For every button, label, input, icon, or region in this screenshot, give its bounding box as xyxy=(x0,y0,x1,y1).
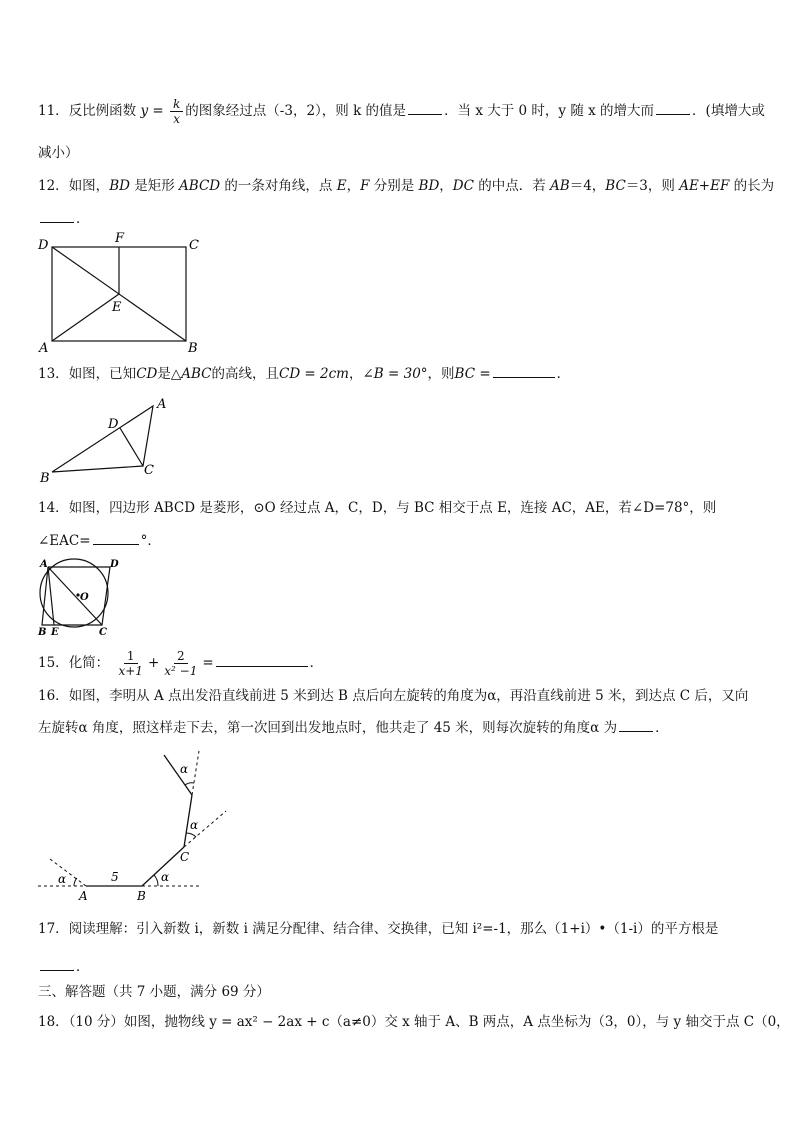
fraction-1 xyxy=(115,649,145,678)
section-title: 三、解答题（共 7 小题，满分 69 分） xyxy=(38,984,270,1000)
q12-text: 的长为 xyxy=(729,178,775,194)
rhombus-abcd xyxy=(42,567,110,625)
q18-text: （10 分）如图，抛物线 y = ax² − 2ax + c（a≠0）交 x 轴于 A、B 两点，A 点坐标为（3，0），与 y 轴交于点 C（0， xyxy=(68,1014,790,1030)
fraction-k-over-x xyxy=(170,97,183,126)
q14-text-2: ∠EAC= xyxy=(38,533,91,549)
q11-text-4: ．(填增大或 xyxy=(692,103,765,119)
q16-text-2: 左旋转α 角度，照这样走下去，第一次回到出发地点时，他共走了 45 米，则每次旋转的角度α 为 xyxy=(38,720,618,736)
q11-text-3: ．当 x 大于 0 时，y 随 x 的增大而 xyxy=(444,103,655,119)
question-12 xyxy=(38,176,774,196)
q15-text: 化简： xyxy=(68,655,110,671)
label-o: O xyxy=(80,592,89,603)
q12-var: BC xyxy=(605,178,626,194)
label-d: D xyxy=(108,417,119,432)
q13-text: 是 xyxy=(157,366,171,382)
question-number: 12． xyxy=(38,178,69,194)
q13-text: 的高线，且 xyxy=(211,366,279,382)
q12-var: BD xyxy=(109,178,130,194)
label-b: B xyxy=(38,627,47,638)
q13-text: 如图，已知 xyxy=(68,366,137,382)
q12-var: BD xyxy=(418,178,440,194)
frac-numerator: k xyxy=(170,97,183,112)
q13-var: CD xyxy=(136,366,158,382)
q12-var: E xyxy=(336,178,347,194)
q12-end: ． xyxy=(76,211,90,227)
q13-end: ． xyxy=(556,366,571,382)
q13-var: BC = xyxy=(454,366,491,382)
q12-var: ABCD xyxy=(179,178,221,194)
q17-line-2 xyxy=(38,956,90,977)
section-3-title xyxy=(38,982,270,1002)
angle-arc xyxy=(154,875,158,886)
question-18 xyxy=(38,1012,790,1032)
question-number: 17． xyxy=(38,921,69,937)
question-number: 15． xyxy=(38,655,69,671)
q12-text: 的一条对角线，点 xyxy=(220,178,337,194)
label-alpha: α xyxy=(161,870,170,884)
q17-text: 阅读理解：引入新数 i，新数 i 满足分配律、结合律、交换律，已知 i²=-1，那么（1+i）•（1-i）的平方根是 xyxy=(68,921,719,937)
question-number: 13． xyxy=(38,366,69,382)
answer-blank[interactable] xyxy=(216,652,308,667)
q11-text-2: 的图象经过点（-3，2），则 k 的值是 xyxy=(185,103,407,119)
label-e: E xyxy=(112,300,122,315)
angle-arc xyxy=(185,783,194,785)
q12-text: 的中点．若 xyxy=(473,178,551,194)
label-e: E xyxy=(51,627,59,638)
q13-var: ∠B = 30° xyxy=(362,366,428,382)
equals-sign: = xyxy=(202,655,214,671)
q15-end: ． xyxy=(309,655,324,671)
q12-var: AE+EF xyxy=(679,178,730,194)
q12-line-2 xyxy=(38,208,90,229)
question-16 xyxy=(38,686,748,706)
label-d: D xyxy=(110,559,119,570)
q13-text: ， xyxy=(348,366,363,382)
walking-path-figure xyxy=(34,745,234,905)
q12-text: ， xyxy=(346,178,361,194)
label-alpha: α xyxy=(180,762,189,776)
q12-var: F xyxy=(360,178,370,194)
label-f: F xyxy=(115,232,125,246)
q16-text: 如图，李明从 A 点出发沿直线前进 5 米到达 B 点后向左旋转的角度为α，再沿直线前进 5 米，到达点 C 后，又向 xyxy=(68,688,749,704)
formula-lhs: y = xyxy=(140,103,164,119)
fraction-2 xyxy=(161,649,200,678)
answer-blank[interactable] xyxy=(619,717,653,732)
frac-numerator: 1 xyxy=(124,649,138,664)
label-alpha: α xyxy=(58,872,67,886)
question-11 xyxy=(38,97,765,126)
plus-sign: + xyxy=(147,655,160,671)
question-number: 11． xyxy=(38,103,69,119)
q11-line-2 xyxy=(38,143,79,163)
label-b: B xyxy=(188,341,198,356)
segment-ac xyxy=(48,567,102,625)
label-a: A xyxy=(79,889,88,903)
answer-blank[interactable] xyxy=(493,363,555,378)
q12-text: ＝4， xyxy=(569,178,606,194)
label-alpha: α xyxy=(190,818,199,832)
label-5: 5 xyxy=(111,870,119,884)
answer-blank[interactable] xyxy=(40,956,74,971)
q12-text: 如图， xyxy=(68,178,110,194)
q13-var: CD = 2cm xyxy=(278,366,349,382)
angle-arc xyxy=(74,878,77,886)
altitude-cd xyxy=(120,428,143,466)
question-number: 18． xyxy=(38,1014,69,1030)
q13-text: ，则 xyxy=(427,366,455,382)
label-b: B xyxy=(137,889,146,903)
q12-text: ＝3，则 xyxy=(625,178,680,194)
q11-text-1: 反比例函数 xyxy=(68,103,137,119)
answer-blank[interactable] xyxy=(408,100,442,115)
question-number: 16． xyxy=(38,688,69,704)
q16-line-2 xyxy=(38,717,669,738)
q16-end: ． xyxy=(655,720,669,736)
frac-numerator: 2 xyxy=(174,649,188,664)
question-17 xyxy=(38,919,718,939)
triangle-abc xyxy=(52,406,153,472)
q11-text-5: 减小） xyxy=(38,145,79,161)
q12-var: AB xyxy=(550,178,570,194)
question-number: 14． xyxy=(38,500,69,516)
q12-var: DC xyxy=(452,178,474,194)
circle-rhombus-figure xyxy=(36,557,126,639)
label-c: C xyxy=(189,238,199,253)
q14-end: °． xyxy=(140,533,161,549)
q14-line-2 xyxy=(38,530,161,551)
label-b: B xyxy=(40,471,50,484)
frac-denominator: x+1 xyxy=(118,664,143,678)
frac-denominator: x xyxy=(173,112,181,126)
label-a: A xyxy=(157,397,167,412)
extension-line xyxy=(50,859,86,886)
frac-denominator: x² −1 xyxy=(164,664,198,678)
q12-text: ， xyxy=(439,178,453,194)
angle-arc xyxy=(186,833,196,837)
question-15 xyxy=(38,648,323,678)
segment-ae xyxy=(52,294,119,341)
answer-blank[interactable] xyxy=(93,530,139,545)
question-13 xyxy=(38,363,570,384)
label-c: C xyxy=(144,463,154,478)
q13-var: △ABC xyxy=(170,366,212,382)
label-a: A xyxy=(40,559,48,570)
label-d: D xyxy=(38,238,49,253)
label-a: A xyxy=(39,341,49,356)
q14-text: 如图，四边形 ABCD 是菱形，⊙O 经过点 A，C，D，与 BC 相交于点 E，连接 AC，AE，若∠D=78°，则 xyxy=(68,500,717,516)
triangle-figure xyxy=(38,392,178,484)
extension-line xyxy=(192,751,199,795)
q17-end: ． xyxy=(76,959,90,975)
label-c: C xyxy=(99,627,107,638)
rectangle-figure xyxy=(34,232,204,356)
q12-text: 是矩形 xyxy=(129,178,180,194)
label-c: C xyxy=(180,850,190,864)
answer-blank[interactable] xyxy=(656,100,690,115)
answer-blank[interactable] xyxy=(40,208,74,223)
q12-text: 分别是 xyxy=(369,178,419,194)
question-14 xyxy=(38,498,716,518)
